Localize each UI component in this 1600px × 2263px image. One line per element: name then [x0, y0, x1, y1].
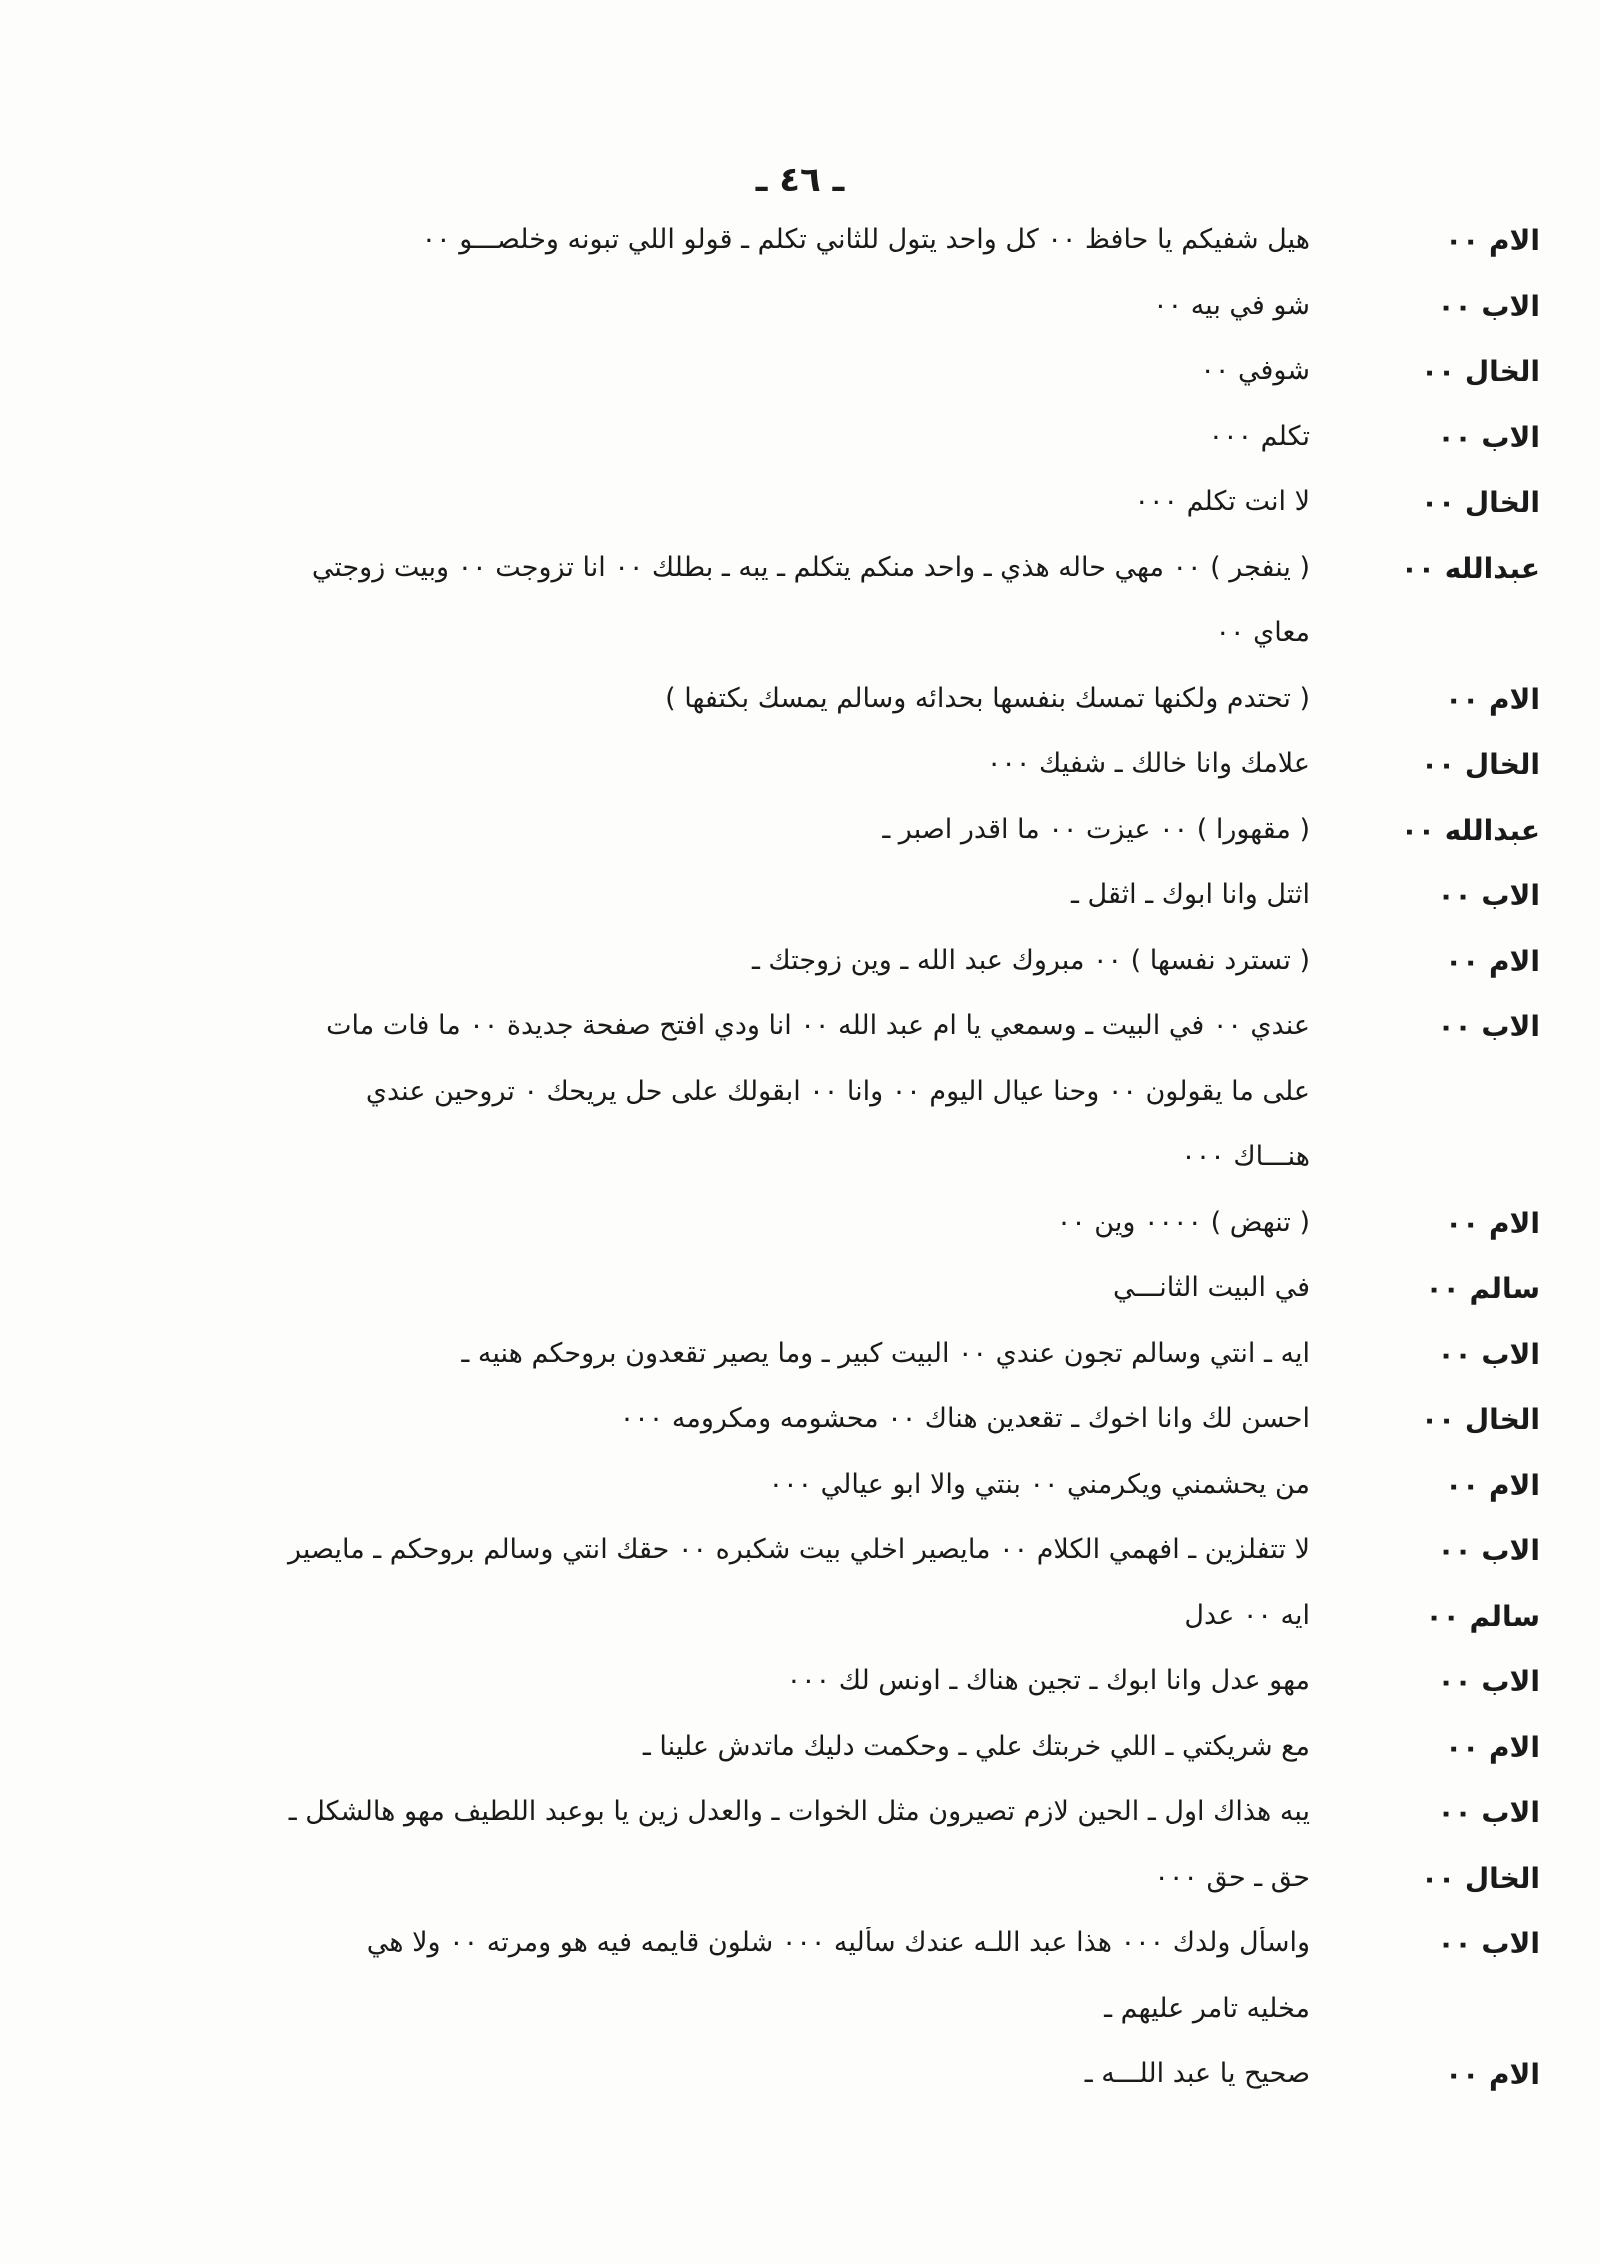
speaker-name: الاب ٠٠ — [1437, 1337, 1540, 1371]
speaker-name: الام ٠٠ — [1445, 682, 1540, 716]
dialogue-text: واسأل ولدك ٠٠٠ هذا عبد اللـه عندك سأليه ٠٠٠ شلون قايمه فيه هو ومرته ٠٠ ولا هي — [366, 1927, 1310, 1958]
dialogue-text: في البيت الثانـــي — [1113, 1272, 1310, 1303]
speaker-name: عبدالله ٠٠ — [1400, 551, 1540, 585]
speaker-name: الاب ٠٠ — [1437, 420, 1540, 454]
speaker-name: الاب ٠٠ — [1437, 1927, 1540, 1960]
dialogue-line — [0, 282, 1600, 348]
speaker-name: الاب ٠٠ — [1437, 289, 1540, 323]
dialogue-line — [0, 675, 1600, 741]
dialogue-line — [0, 1723, 1600, 1789]
dialogue-text: شوفي ٠٠ — [1200, 355, 1310, 386]
dialogue-line — [0, 413, 1600, 479]
speaker-name: الاب ٠٠ — [1437, 879, 1540, 912]
dialogue-line — [0, 937, 1600, 1003]
dialogue-text: حق ـ حق ٠٠٠ — [1154, 1861, 1310, 1893]
speaker-name: الخال ٠٠ — [1420, 1861, 1540, 1895]
dialogue-line — [0, 1985, 1600, 2051]
dialogue-line — [0, 478, 1600, 544]
dialogue-line — [0, 1461, 1600, 1527]
speaker-name: سالم ٠٠ — [1425, 1599, 1540, 1633]
speaker-name: الام ٠٠ — [1445, 1206, 1540, 1240]
dialogue-text: احسن لك وانا اخوك ـ تقعدين هناك ٠٠ محشومه ومكرومه ٠٠٠ — [619, 1403, 1310, 1434]
speaker-name: الاب ٠٠ — [1437, 1534, 1540, 1567]
speaker-name: الخال ٠٠ — [1420, 355, 1540, 388]
dialogue-line — [0, 1395, 1600, 1461]
dialogue-line — [0, 1330, 1600, 1396]
dialogue-text: مهو عدل وانا ابوك ـ تجين هناك ـ اونس لك ٠٠٠ — [786, 1665, 1310, 1696]
dialogue-line — [0, 1592, 1600, 1658]
dialogue-line — [0, 1002, 1600, 1068]
dialogue-line — [0, 609, 1600, 675]
dialogue-text: عندي ٠٠ في البيت ـ وسمعي يا ام عبد الله ٠٠ انا ودي افتح صفحة جديدة ٠٠ ما فات مات — [326, 1010, 1310, 1041]
dialogue-line — [0, 1919, 1600, 1985]
dialogue-text: ( تحتدم ولكنها تمسك بنفسها بحدائه وسالم يمسك بكتفها ) — [665, 682, 1310, 714]
dialogue-line — [0, 347, 1600, 413]
dialogue-text: هنـــاك ٠٠٠ — [1181, 1141, 1310, 1172]
speaker-name: سالم ٠٠ — [1425, 1272, 1540, 1305]
dialogue-text: لا انت تكلم ٠٠٠ — [1134, 486, 1310, 517]
dialogue-line — [0, 1788, 1600, 1854]
dialogue-text: ايه ـ انتي وسالم تجون عندي ٠٠ البيت كبير ـ وما يصير تقعدون بروحكم هنيه ـ — [461, 1337, 1310, 1369]
dialogue-text: ( مقهورا ) ٠٠ عيزت ٠٠ ما اقدر اصبر ـ — [882, 813, 1310, 845]
speaker-name: الام ٠٠ — [1445, 944, 1540, 978]
dialogue-line — [0, 806, 1600, 872]
dialogue-text: من يحشمني ويكرمني ٠٠ بنتي والا ابو عيالي ٠٠٠ — [768, 1468, 1310, 1500]
dialogue-line — [0, 740, 1600, 806]
page-number: ـ ٤٦ ـ — [755, 160, 845, 200]
dialogue-text: اثتل وانا ابوك ـ اثقل ـ — [1071, 879, 1310, 910]
dialogue-text: على ما يقولون ٠٠ وحنا عيال اليوم ٠٠ وانا ٠٠ ابقولك على حل يريحك ٠ تروحين عندي — [365, 1075, 1310, 1107]
speaker-name: الام ٠٠ — [1445, 1468, 1540, 1502]
speaker-name: الاب ٠٠ — [1437, 1665, 1540, 1698]
dialogue-text: ( ينفجر ) ٠٠ مهي حاله هذي ـ واحد منكم يتكلم ـ يبه ـ بطلك ٠٠ انا تزوجت ٠٠ وبيت زوجتي — [311, 551, 1310, 583]
dialogue-line — [0, 544, 1600, 610]
dialogue-text: صحيح يا عبد اللـــه ـ — [1084, 2058, 1310, 2089]
dialogue-line — [0, 2050, 1600, 2116]
dialogue-text: علامك وانا خالك ـ شفيك ٠٠٠ — [986, 748, 1310, 779]
dialogue-text: ايه ٠٠ عدل — [1184, 1599, 1310, 1631]
dialogue-line — [0, 871, 1600, 937]
dialogue-text: تكلم ٠٠٠ — [1208, 420, 1310, 452]
dialogue-text: لا تتفلزين ـ افهمي الكلام ٠٠ مايصير اخلي بيت شكبره ٠٠ حقك انتي وسالم بروحكم ـ مايصير — [288, 1534, 1310, 1565]
dialogue-text: معاي ٠٠ — [1215, 617, 1310, 648]
speaker-name: الخال ٠٠ — [1420, 1403, 1540, 1436]
dialogue-line — [0, 1526, 1600, 1592]
dialogue-text: هيل شفيكم يا حافظ ٠٠ كل واحد يتول للثاني تكلم ـ قولو اللي تبونه وخلصـــو ٠٠ — [421, 224, 1310, 255]
dialogue-text: شو في بيه ٠٠ — [1153, 289, 1310, 321]
dialogue-line — [0, 1199, 1600, 1265]
dialogue-line — [0, 1854, 1600, 1920]
speaker-name: الخال ٠٠ — [1420, 486, 1540, 519]
speaker-name: الاب ٠٠ — [1437, 1010, 1540, 1043]
dialogue-list — [0, 216, 1600, 2116]
speaker-name: الخال ٠٠ — [1420, 748, 1540, 781]
dialogue-line — [0, 1657, 1600, 1723]
speaker-name: الام ٠٠ — [1445, 1730, 1540, 1764]
dialogue-text: ( تسترد نفسها ) ٠٠ مبروك عبد الله ـ وين زوجتك ـ — [751, 944, 1310, 976]
dialogue-line — [0, 1068, 1600, 1134]
speaker-name: الام ٠٠ — [1445, 2058, 1540, 2091]
dialogue-line — [0, 1264, 1600, 1330]
dialogue-text: مخليه تامر عليهم ـ — [1104, 1992, 1310, 2024]
speaker-name: عبدالله ٠٠ — [1400, 813, 1540, 847]
dialogue-line — [0, 216, 1600, 282]
speaker-name: الام ٠٠ — [1445, 224, 1540, 257]
dialogue-text: ( تنهض ) ٠٠٠٠ وين ٠٠ — [1056, 1206, 1310, 1238]
speaker-name: الاب ٠٠ — [1437, 1796, 1540, 1829]
dialogue-text: يبه هذاك اول ـ الحين لازم تصيرون مثل الخوات ـ والعدل زين يا بوعبد اللطيف مهو هالشكل ـ — [288, 1796, 1310, 1827]
dialogue-text: مع شريكتي ـ اللي خربتك علي ـ وحكمت دليك ماتدش علينا ـ — [642, 1730, 1310, 1762]
dialogue-line — [0, 1133, 1600, 1199]
